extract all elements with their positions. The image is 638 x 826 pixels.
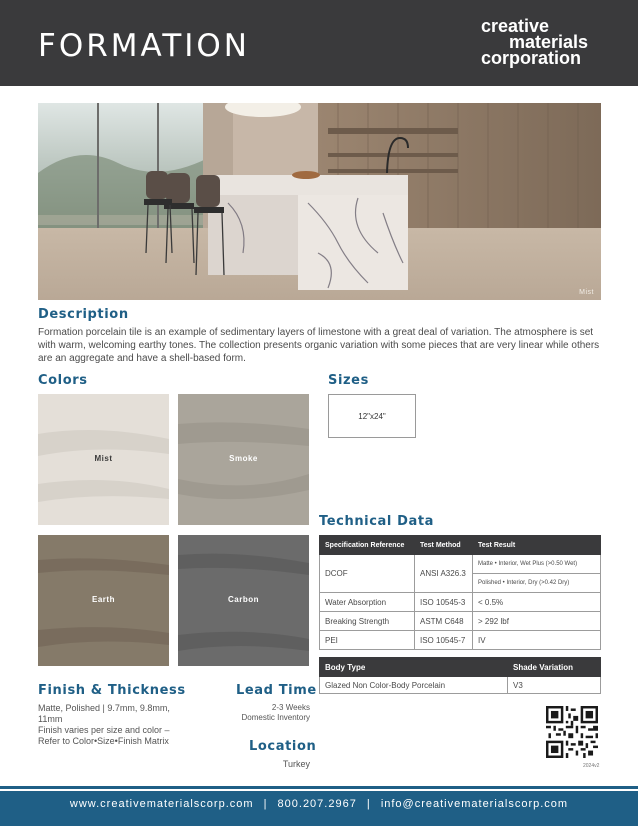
finish-details <box>38 703 218 747</box>
page-header <box>0 0 638 86</box>
page-title: FORMATION <box>38 28 250 64</box>
lead-time-details <box>200 703 310 723</box>
swatch-label: Earth <box>92 595 115 604</box>
finish-line: Matte, Polished | 9.7mm, 9.8mm, <box>38 703 170 713</box>
technical-table <box>319 535 601 650</box>
result-cell: IV <box>473 631 601 650</box>
sizes-heading: Sizes <box>328 373 369 388</box>
column-header: Specification Reference <box>320 536 415 555</box>
location-value: Turkey <box>282 759 310 769</box>
lead-time-line: 2-3 Weeks <box>271 703 310 712</box>
footer-website-link[interactable]: www.creativematerialscorp.com <box>69 798 254 810</box>
table-row <box>320 631 601 650</box>
shade-cell: V3 <box>508 677 601 694</box>
lead-time-line: Domestic Inventory <box>241 713 310 722</box>
method-cell: ANSI A326.3 <box>415 555 473 593</box>
hero-image <box>38 103 601 300</box>
swatch-label: Carbon <box>228 595 259 604</box>
result-cell: < 0.5% <box>473 593 601 612</box>
color-swatch-smoke[interactable] <box>178 394 309 525</box>
logo-line-2: materials <box>509 32 589 52</box>
color-swatch-carbon[interactable] <box>178 535 309 666</box>
kitchen-scene <box>38 103 601 300</box>
color-swatch-mist[interactable] <box>38 394 169 525</box>
finish-heading: Finish & Thickness <box>38 683 186 698</box>
footer-separator: | <box>366 798 371 810</box>
table-header-row <box>320 658 601 677</box>
table-row <box>320 612 601 631</box>
column-header: Test Method <box>415 536 473 555</box>
logo-line-1: creative <box>481 16 550 36</box>
color-swatch-earth[interactable] <box>38 535 169 666</box>
table-header-row <box>320 536 601 555</box>
location-heading: Location <box>249 739 317 754</box>
swatch-label: Mist <box>94 454 113 463</box>
table-row <box>320 555 601 574</box>
colors-heading: Colors <box>38 373 88 388</box>
table-row <box>320 677 601 694</box>
description-text: Formation porcelain tile is an example of sedimentary layers of limestone with a great deal of variation. The atmosphere is set with warm, welcoming earthy tones. The collection presents organic variation with some pieces that are very linear while others are an aggregate and have a shell-based form. <box>38 327 600 364</box>
finish-line: 11mm <box>38 714 63 724</box>
version-label: 2024v2 <box>583 763 600 769</box>
logo-line-3: corporation <box>481 48 582 68</box>
swatch-label: Smoke <box>229 454 258 463</box>
method-cell: ISO 10545-7 <box>415 631 473 650</box>
method-cell: ASTM C648 <box>415 612 473 631</box>
method-cell: ISO 10545-3 <box>415 593 473 612</box>
footer-separator: | <box>263 798 268 810</box>
result-cell: > 292 lbf <box>473 612 601 631</box>
spec-cell: Water Absorption <box>320 593 415 612</box>
spec-cell: Breaking Strength <box>320 612 415 631</box>
footer-email-link[interactable]: info@creativematerialscorp.com <box>380 798 569 810</box>
footer-phone-link[interactable]: 800.207.2967 <box>277 798 357 810</box>
spec-cell: DCOF <box>320 555 415 593</box>
lead-time-heading: Lead Time <box>236 683 317 698</box>
result-cell: Polished • Interior, Dry (>0.42 Dry) <box>473 574 601 593</box>
spec-cell: PEI <box>320 631 415 650</box>
qr-code-icon[interactable] <box>546 706 598 758</box>
technical-heading: Technical Data <box>319 514 435 529</box>
finish-line: Finish varies per size and color – <box>38 725 170 735</box>
body-type-cell: Glazed Non Color-Body Porcelain <box>320 677 508 694</box>
column-header: Test Result <box>473 536 601 555</box>
hero-caption: Mist <box>579 289 594 296</box>
description-heading: Description <box>38 307 129 322</box>
column-header: Shade Variation <box>508 658 601 677</box>
footer-stripe <box>0 786 638 789</box>
finish-line: Refer to Color•Size•Finish Matrix <box>38 736 169 746</box>
result-cell: Matte • Interior, Wet Plus (>0.50 Wet) <box>473 555 601 574</box>
size-option[interactable]: 12"x24" <box>328 394 416 438</box>
company-logo[interactable] <box>478 17 598 71</box>
page-footer <box>0 791 638 826</box>
table-row <box>320 593 601 612</box>
column-header: Body Type <box>320 658 508 677</box>
body-type-table <box>319 657 601 694</box>
